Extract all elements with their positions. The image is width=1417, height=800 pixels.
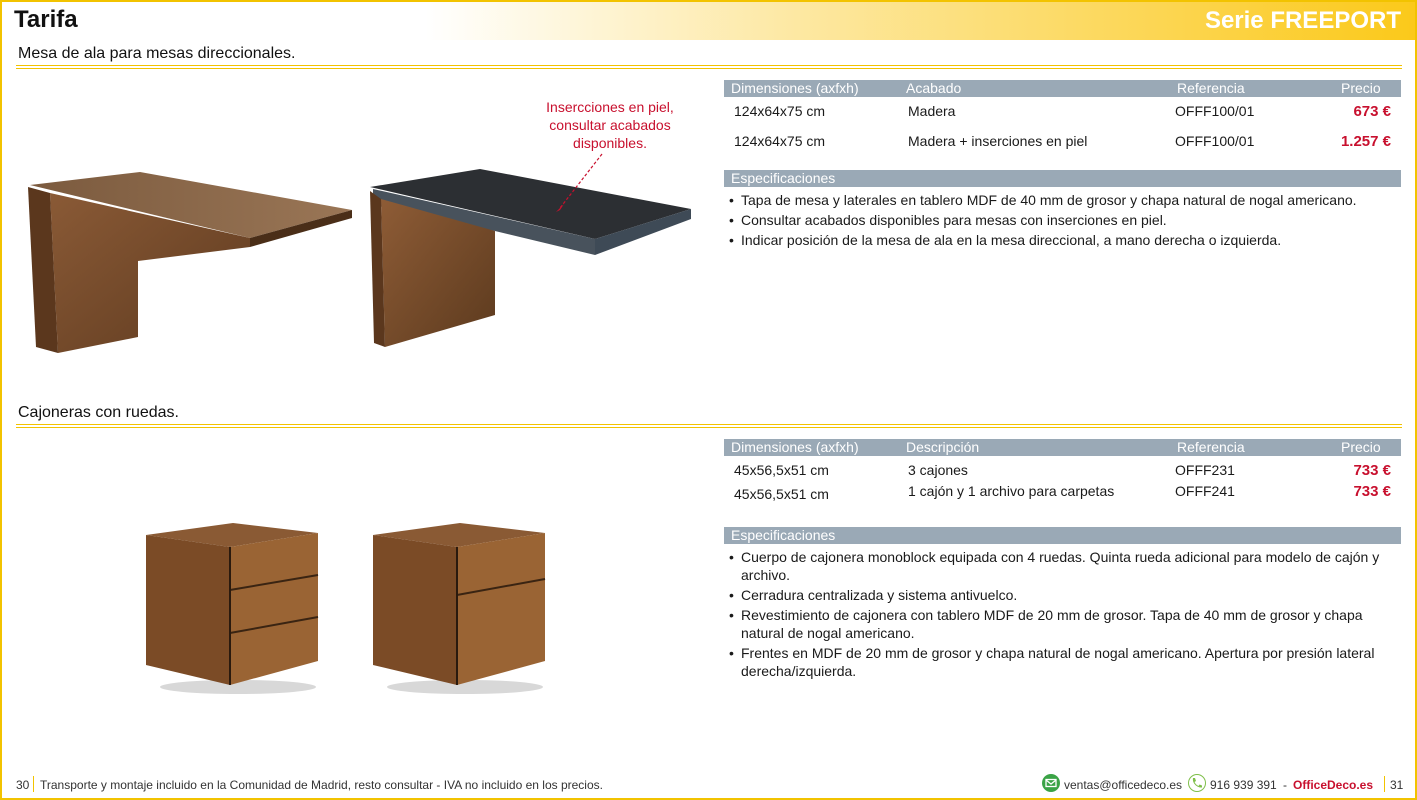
col-price: Precio bbox=[1341, 439, 1381, 455]
section-title-mesa-ala: Mesa de ala para mesas direccionales. bbox=[18, 45, 296, 62]
page-title: Tarifa bbox=[14, 6, 78, 33]
footer-note: Transporte y montaje incluido en la Comunidad de Madrid, resto consultar - IVA no incluido en los precios. bbox=[40, 778, 603, 792]
col-finish: Acabado bbox=[906, 80, 962, 96]
spec-item: • Tapa de mesa y laterales en tablero MDF de 40 mm de grosor y chapa natural de nogal americano. bbox=[728, 191, 1402, 209]
col-dimensions: Dimensiones (axfxh) bbox=[731, 439, 859, 455]
specs-list-mesa bbox=[728, 191, 1402, 251]
specs-header: Especificaciones bbox=[724, 527, 1401, 544]
table-row bbox=[724, 103, 1401, 123]
cell-dimensions: 45x56,5x51 cm bbox=[734, 486, 829, 502]
page-number-left: 30 bbox=[16, 778, 30, 792]
spec-item: • Revestimiento de cajonera con tablero MDF de 20 mm de grosor. Tapa de 40 mm de grosor y chapa natural de nogal americano. bbox=[728, 606, 1402, 642]
page-footer bbox=[0, 770, 1417, 798]
footer-separator: - bbox=[1283, 778, 1287, 792]
cell-reference: OFFF231 bbox=[1175, 462, 1235, 478]
cell-reference: OFFF241 bbox=[1175, 483, 1235, 499]
table-header-mesa bbox=[724, 80, 1401, 97]
table-row bbox=[724, 462, 1401, 482]
cell-price: 1.257 € bbox=[1340, 133, 1391, 150]
spec-item: • Cerradura centralizada y sistema antivuelco. bbox=[728, 586, 1402, 604]
leather-annotation: Insercciones en piel, consultar acabados disponibles. bbox=[546, 99, 674, 151]
col-reference: Referencia bbox=[1177, 80, 1245, 96]
cell-reference: OFFF100/01 bbox=[1175, 103, 1255, 119]
spec-item: • Cuerpo de cajonera monoblock equipada con 4 ruedas. Quinta rueda adicional para modelo de cajón y archivo. bbox=[728, 548, 1402, 584]
brand-link[interactable]: OfficeDeco.es bbox=[1293, 778, 1374, 792]
section-divider bbox=[16, 424, 1402, 428]
specs-list-cajoneras bbox=[728, 548, 1402, 682]
spec-item: • Consultar acabados disponibles para mesas con inserciones en piel. bbox=[728, 211, 1402, 229]
col-dimensions: Dimensiones (axfxh) bbox=[731, 80, 859, 96]
cell-finish: Madera bbox=[908, 103, 956, 119]
cell-price: 673 € bbox=[1353, 103, 1391, 120]
phone-icon bbox=[1188, 774, 1206, 792]
drawer-file-image bbox=[365, 515, 555, 695]
page-number-right: 31 bbox=[1390, 778, 1404, 792]
table-row bbox=[724, 483, 1401, 503]
cell-dimensions: 124x64x75 cm bbox=[734, 103, 826, 119]
desk-leather-image bbox=[365, 165, 695, 355]
annotation-arrow-icon bbox=[550, 150, 610, 220]
col-reference: Referencia bbox=[1177, 439, 1245, 455]
cell-price: 733 € bbox=[1353, 483, 1391, 500]
cell-description: 1 cajón y 1 archivo para carpetas bbox=[908, 483, 1115, 499]
cell-dimensions: 45x56,5x51 cm bbox=[734, 462, 829, 478]
page-header bbox=[2, 2, 1415, 40]
spec-item: • Indicar posición de la mesa de ala en la mesa direccional, a mano derecha o izquierda. bbox=[728, 231, 1402, 249]
footer-divider bbox=[1384, 776, 1385, 792]
footer-phone[interactable]: 916 939 391 bbox=[1210, 778, 1277, 792]
footer-divider bbox=[33, 776, 34, 792]
col-price: Precio bbox=[1341, 80, 1381, 96]
cell-description: 3 cajones bbox=[908, 462, 968, 478]
cell-price: 733 € bbox=[1353, 462, 1391, 479]
drawer-3-image bbox=[138, 515, 328, 695]
footer-email[interactable]: ventas@officedeco.es bbox=[1064, 778, 1183, 792]
cell-dimensions: 124x64x75 cm bbox=[734, 133, 826, 149]
table-row bbox=[724, 133, 1401, 153]
section-title-cajoneras: Cajoneras con ruedas. bbox=[18, 404, 179, 421]
section-divider bbox=[16, 65, 1402, 69]
spec-item: • Frentes en MDF de 20 mm de grosor y chapa natural de nogal americano. Apertura por presión lateral derecha/izquierda. bbox=[728, 644, 1402, 680]
email-icon bbox=[1042, 774, 1060, 792]
specs-header: Especificaciones bbox=[724, 170, 1401, 187]
desk-wood-image bbox=[20, 165, 360, 360]
col-description: Descripción bbox=[906, 439, 980, 455]
table-header-cajoneras bbox=[724, 439, 1401, 456]
series-title: Serie FREEPORT bbox=[1204, 7, 1401, 34]
cell-finish: Madera + inserciones en piel bbox=[908, 133, 1088, 149]
cell-reference: OFFF100/01 bbox=[1175, 133, 1255, 149]
